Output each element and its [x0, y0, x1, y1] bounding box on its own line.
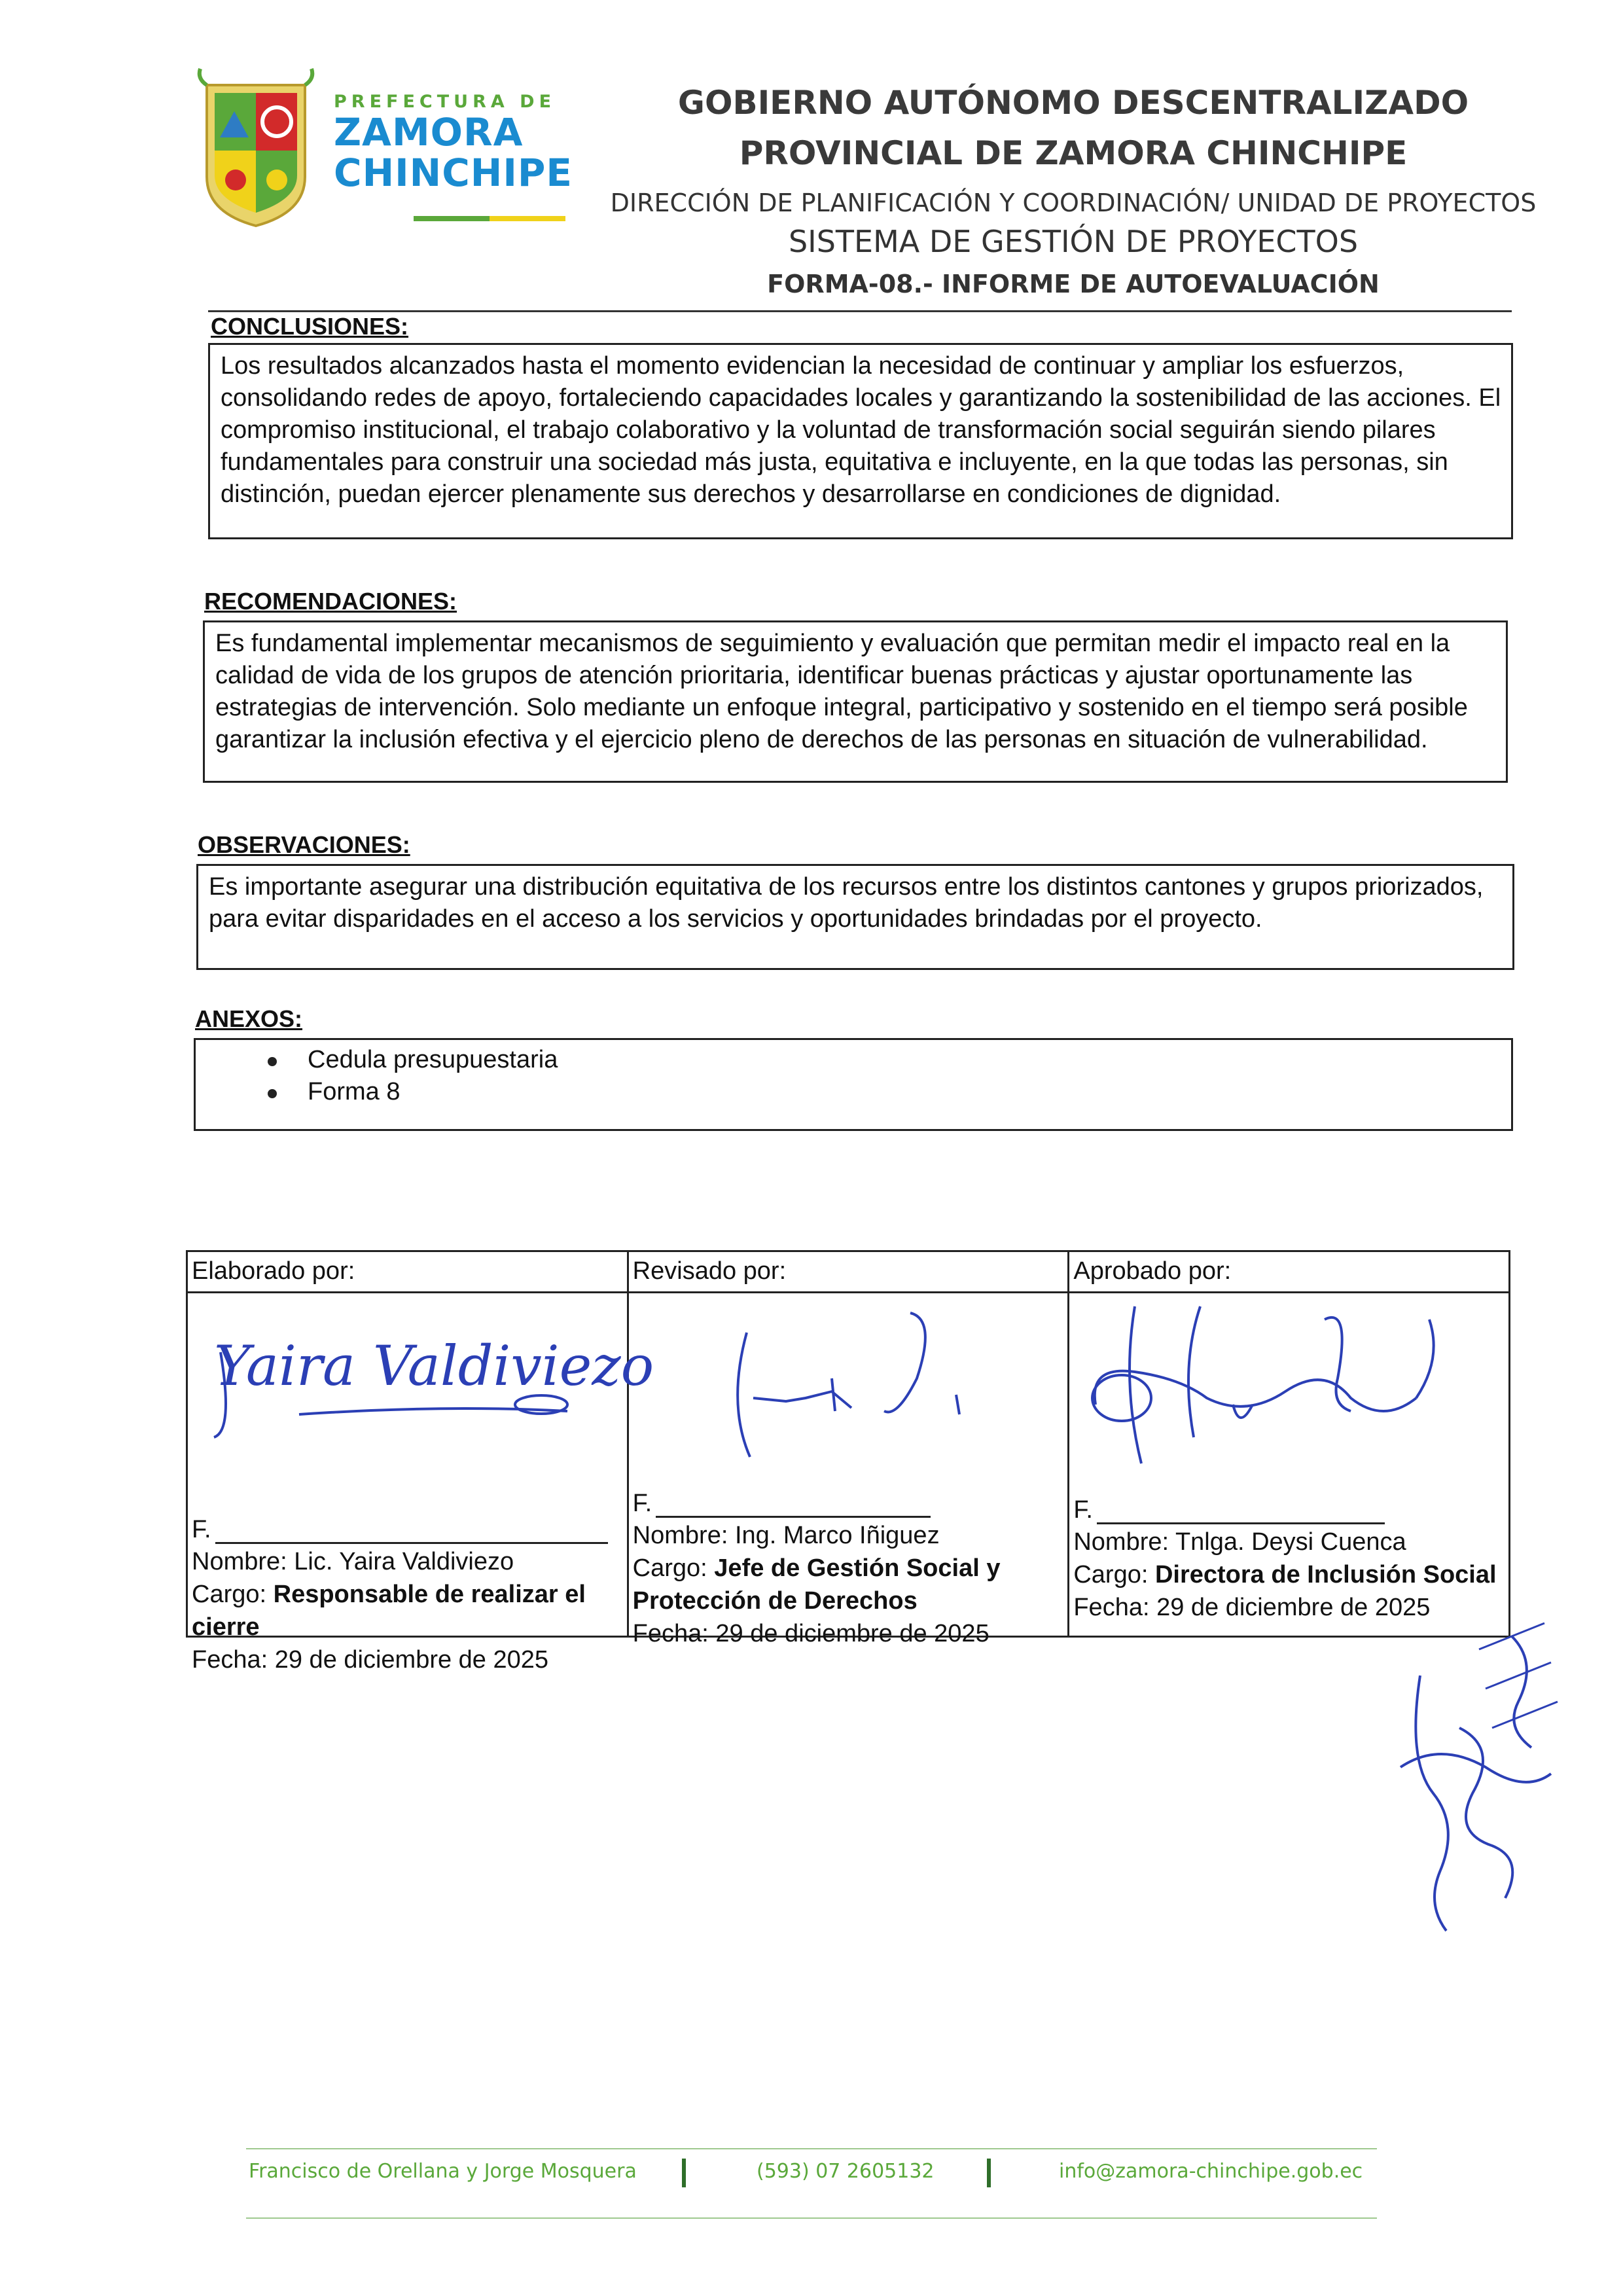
handwritten-review-annotation — [1381, 1597, 1577, 1937]
signature-column-elaborado — [188, 1252, 654, 1674]
recomendaciones-title: RECOMENDACIONES: — [204, 588, 457, 615]
anexos-box — [194, 1038, 1513, 1131]
recomendaciones-text: Es fundamental implementar mecanismos de seguimiento y evaluación que permitan medir el impacto real en la calidad de vida de los grupos de atención prioritaria, identificar buenas prácticas y ajustar oportunamente las estrategias de intervención. Solo mediante un enfoque integral, participativo y sostenido en el tiempo será posible garantizar la inclusión efectiva y el ejercicio pleno de derechos de las personas en situación de vulnerabilidad. — [215, 630, 1468, 753]
elaborado-nombre: Lic. Yaira Valdiviezo — [294, 1548, 514, 1575]
observaciones-text: Es importante asegurar una distribución equitativa de los recursos entre los distintos cantones y grupos priorizados, para evitar disparidades en el acceso a los servicios y oportunidades brindadas por el proyecto. — [209, 873, 1484, 933]
revisado-info — [633, 1519, 1064, 1650]
aprobado-nombre: Tnlga. Deysi Cuenca — [1175, 1528, 1406, 1556]
cargo-label: Cargo: — [632, 1554, 707, 1582]
revisado-fecha: 29 de diciembre de 2025 — [715, 1620, 990, 1647]
anexo-item — [206, 1076, 1502, 1108]
footer-bottom-rule — [246, 2217, 1377, 2219]
revisado-header: Revisado por: — [629, 1252, 1068, 1293]
handwritten-signature-aprobado — [1076, 1306, 1501, 1477]
elaborado-header: Elaborado por: — [188, 1252, 627, 1293]
fecha-label: Fecha: — [1073, 1594, 1150, 1621]
anexos-title: ANEXOS: — [195, 1005, 303, 1032]
footer-phone: (593) 07 2605132 — [757, 2160, 935, 2183]
anexo-item-label: Cedula presupuestaria — [308, 1046, 558, 1073]
logo-color-bar — [414, 216, 565, 221]
footer-separator — [682, 2159, 686, 2187]
cargo-label: Cargo: — [1073, 1561, 1149, 1588]
fecha-label: Fecha: — [192, 1646, 268, 1674]
aprobado-fecha: 29 de diciembre de 2025 — [1156, 1594, 1431, 1621]
aprobado-header: Aprobado por: — [1069, 1252, 1508, 1293]
footer-address: Francisco de Orellana y Jorge Mosquera — [249, 2160, 637, 2183]
anexo-item-label: Forma 8 — [308, 1078, 401, 1105]
system-title: SISTEMA DE GESTIÓN DE PROYECTOS — [788, 224, 1359, 259]
aprobado-signature-line: F. — [1073, 1496, 1385, 1524]
signature-column-aprobado — [1069, 1252, 1508, 1636]
revisado-cargo: Jefe de Gestión Social y Protección de Derechos — [632, 1554, 1001, 1615]
footer-email: info@zamora-chinchipe.gob.ec — [1059, 2160, 1363, 2183]
elaborado-info — [192, 1545, 623, 1676]
signature-column-revisado — [629, 1252, 1070, 1647]
handwritten-signature-elaborado — [194, 1306, 654, 1437]
footer-separator — [987, 2159, 991, 2187]
nombre-label: Nombre: — [1073, 1528, 1169, 1556]
footer-top-rule — [246, 2148, 1377, 2149]
conclusiones-title: CONCLUSIONES: — [211, 313, 409, 340]
anexo-item — [206, 1044, 1502, 1076]
elaborado-signature-line: F. — [192, 1516, 608, 1544]
prefecture-wordmark — [334, 92, 573, 193]
logo-line-1: ZAMORA — [334, 110, 524, 154]
bullet-icon — [268, 1057, 277, 1066]
anexos-list — [206, 1044, 1502, 1108]
signatures-table — [186, 1250, 1510, 1674]
conclusiones-text: Los resultados alcanzados hasta el momento evidencian la necesidad de continuar y ampliar los esfuerzos, consolidando redes de apoyo, fortaleciendo capacidades locales y garantizando la sostenibilidad de las acciones. El compromiso institucional, el trabajo colaborativo y la voluntad de transformación social seguirán siendo pilares fundamentales para construir una sociedad más justa, equitativa e incluyente, en la que todas las personas, sin distinción, puedan ejercer plenamente sus derechos y desarrollarse en condiciones de dignidad. — [221, 352, 1501, 508]
org-title-line-1: GOBIERNO AUTÓNOMO DESCENTRALIZADO — [677, 84, 1469, 122]
elaborado-cargo: Responsable de realizar el cierre — [192, 1581, 586, 1641]
prefecture-shield-logo — [194, 65, 318, 229]
revisado-nombre: Ing. Marco Iñiguez — [734, 1522, 940, 1549]
nombre-label: Nombre: — [192, 1548, 287, 1575]
revisado-signature-line: F. — [633, 1490, 931, 1518]
observaciones-box — [196, 864, 1514, 970]
recomendaciones-box — [203, 620, 1508, 783]
org-title-line-2: PROVINCIAL DE ZAMORA CHINCHIPE — [739, 134, 1408, 172]
nombre-label: Nombre: — [632, 1522, 728, 1549]
handwritten-signature-revisado — [635, 1306, 1028, 1463]
cargo-label: Cargo: — [192, 1581, 267, 1608]
signature-elaborado-text: Yaira Valdiviezo — [214, 1334, 654, 1398]
logo-line-2: CHINCHIPE — [334, 151, 573, 195]
logo-small-text: PREFECTURA DE — [334, 92, 556, 112]
header-divider — [208, 310, 1512, 312]
conclusiones-box — [208, 343, 1513, 539]
observaciones-title: OBSERVACIONES: — [198, 831, 410, 858]
form-title: FORMA-08.- INFORME DE AUTOEVALUACIÓN — [767, 270, 1380, 298]
elaborado-fecha: 29 de diciembre de 2025 — [274, 1646, 549, 1674]
bullet-icon — [268, 1089, 277, 1098]
aprobado-cargo: Directora de Inclusión Social — [1154, 1561, 1497, 1588]
direction-title: DIRECCIÓN DE PLANIFICACIÓN Y COORDINACIÓN/ UNIDAD DE PROYECTOS — [610, 188, 1537, 217]
fecha-label: Fecha: — [632, 1620, 709, 1647]
